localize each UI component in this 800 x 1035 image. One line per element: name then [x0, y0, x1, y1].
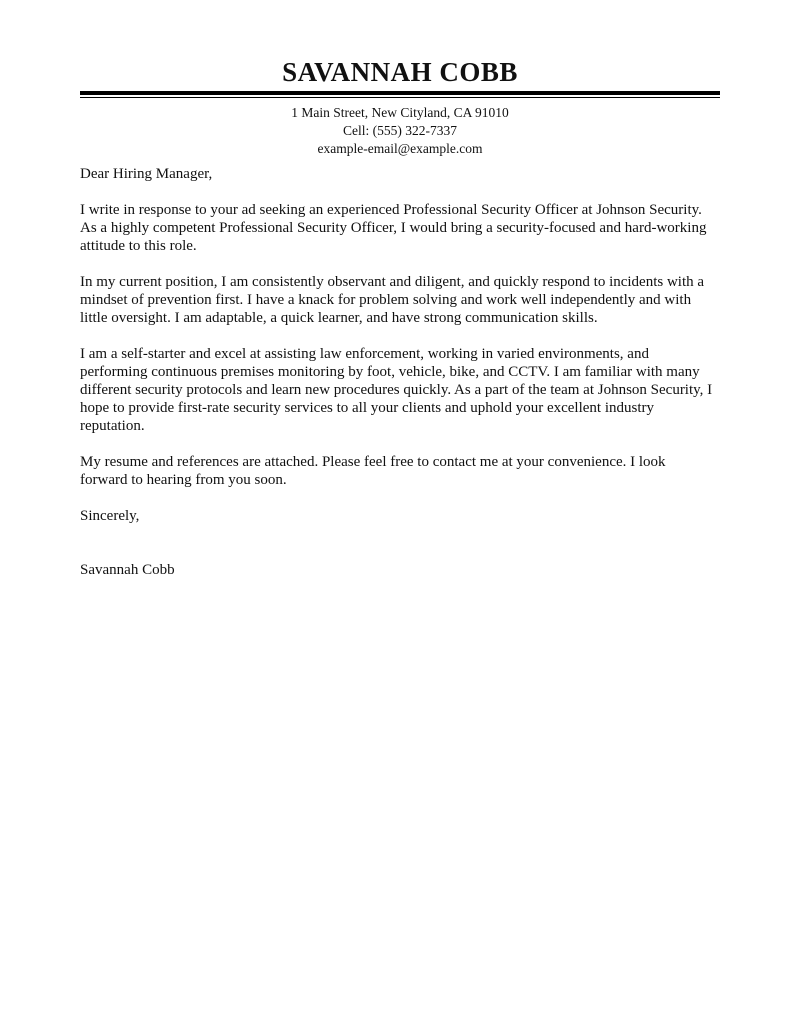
paragraph-line: As a highly competent Professional Security Officer, I would bring a security-focused and hard-working — [80, 220, 707, 236]
paragraph-spacer — [80, 489, 730, 507]
paragraph-line: forward to hearing from you soon. — [80, 472, 287, 488]
paragraph-line: I write in response to your ad seeking an experienced Professional Security Officer at Johnson Security. — [80, 202, 702, 218]
paragraph-spacer — [80, 183, 730, 201]
paragraph-line: hope to provide first-rate security services to all your clients and uphold your excellent industry — [80, 400, 655, 416]
paragraph-line: different security protocols and learn new procedures quickly. As a part of the team at Johnson Security, I — [80, 382, 713, 398]
paragraph-line: attitude to this role. — [80, 238, 197, 254]
contact-block — [0, 104, 800, 158]
signature-name: Savannah Cobb — [80, 562, 175, 578]
paragraph-line: reputation. — [80, 418, 145, 434]
header-rule-thin — [80, 97, 720, 98]
paragraph-4 — [80, 453, 730, 489]
paragraph-2 — [80, 273, 730, 327]
paragraph-line: little oversight. I am adaptable, a quick learner, and have strong communication skills. — [80, 310, 598, 326]
letter-body — [80, 165, 730, 579]
paragraph-line: My resume and references are attached. Please feel free to contact me at your convenience. I look — [80, 454, 666, 470]
paragraph-line: I am a self-starter and excel at assisting law enforcement, working in varied environments, and — [80, 346, 649, 362]
applicant-name-heading: SAVANNAH COBB — [282, 57, 518, 87]
paragraph-line: mindset of prevention first. I have a knack for problem solving and work well independently and with — [80, 292, 692, 308]
paragraph-line: In my current position, I am consistently observant and diligent, and quickly respond to incidents with a — [80, 274, 705, 290]
paragraph-line: performing continuous premises monitoring by foot, vehicle, bike, and CCTV. I am familiar with many — [80, 364, 700, 380]
cell-line: Cell: (555) 322-7337 — [343, 123, 457, 138]
paragraph-3 — [80, 345, 730, 435]
paragraph-spacer — [80, 327, 730, 345]
closing: Sincerely, — [80, 508, 140, 524]
signature-spacer — [80, 525, 730, 561]
email-line: example-email@example.com — [317, 141, 483, 156]
address-line: 1 Main Street, New Cityland, CA 91010 — [291, 105, 509, 120]
header-rule-thick — [80, 91, 720, 95]
paragraph-spacer — [80, 435, 730, 453]
paragraph-spacer — [80, 255, 730, 273]
paragraph-1 — [80, 201, 730, 255]
salutation: Dear Hiring Manager, — [80, 166, 213, 182]
